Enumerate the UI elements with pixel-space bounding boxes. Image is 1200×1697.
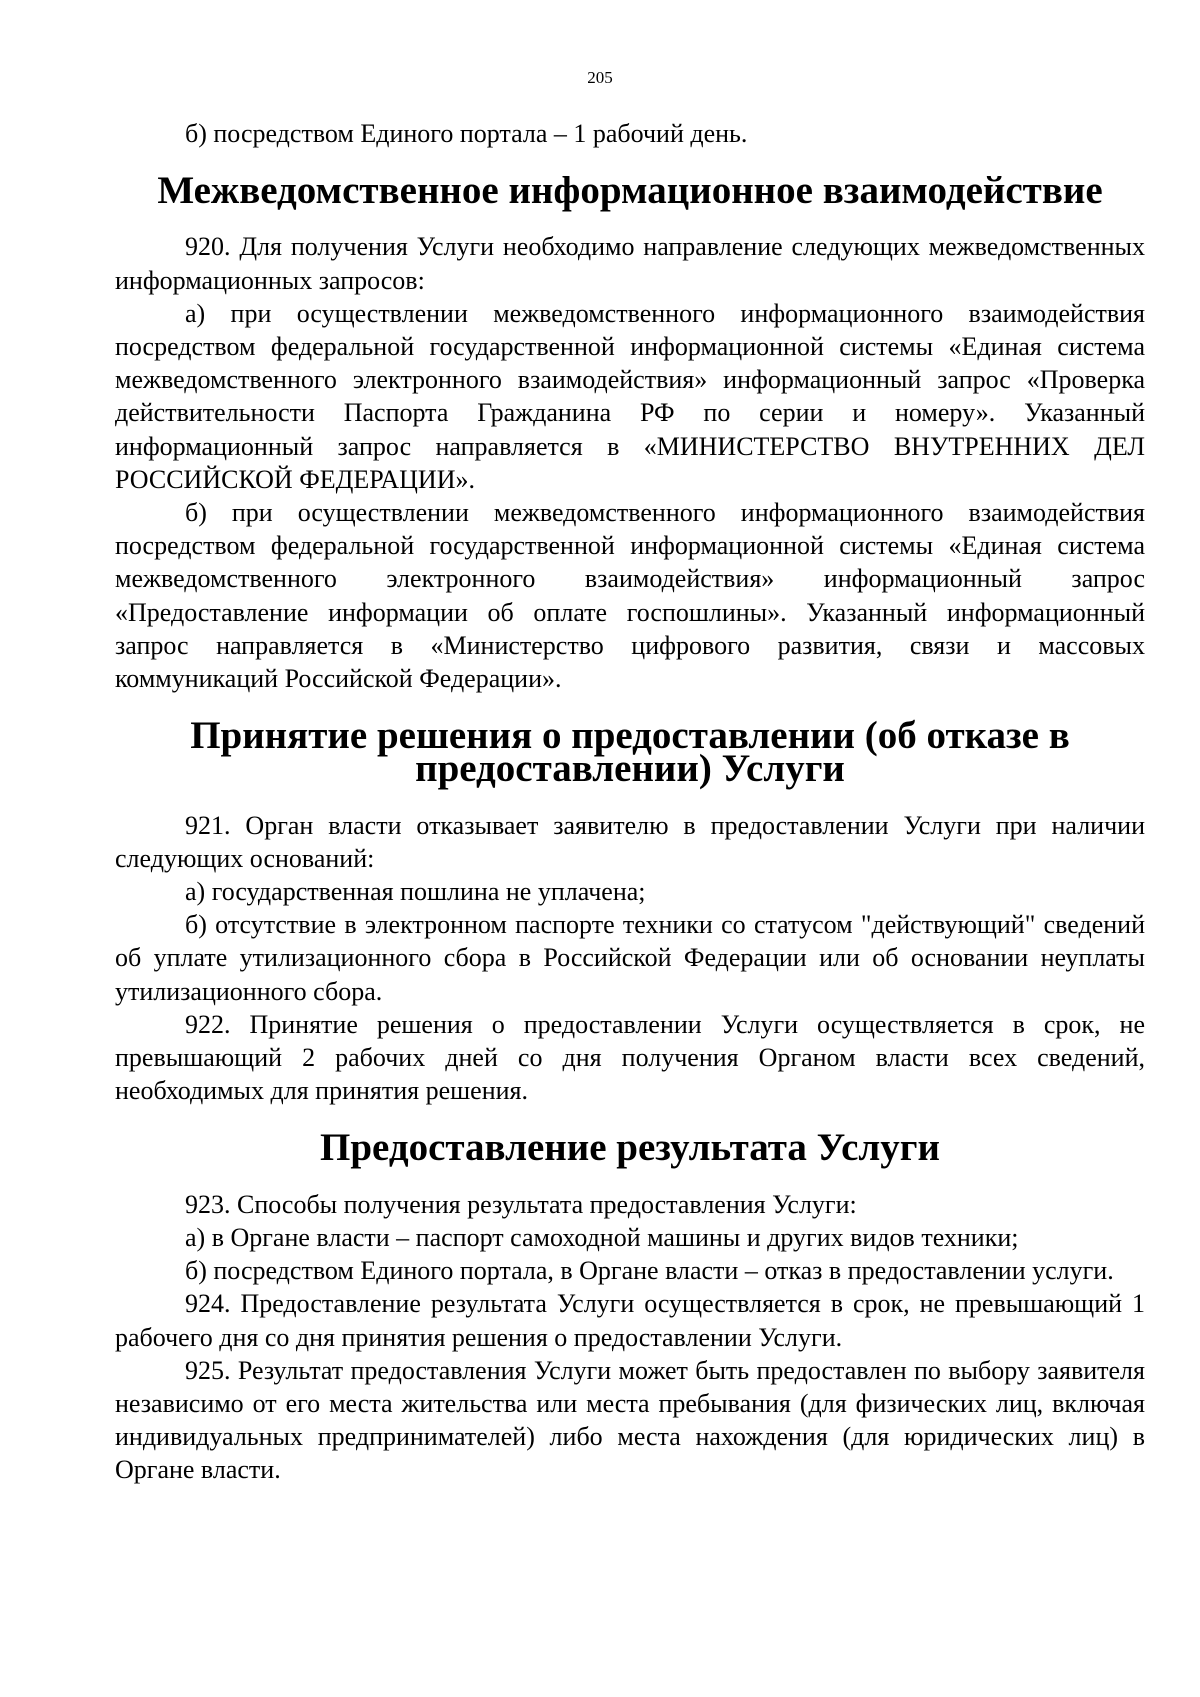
paragraph-920-b: б) при осуществлении межведомственного информационного взаимодействия посредством федеральной государственной информационной системы «Единая система межведомственного электронного взаимодействия» информационный запрос «Предоставление информации об оплате госпошлины». Указанный информационный запрос направляется в «Министерство цифрового развития, связи и массовых коммуникаций Российской Федерации». — [115, 498, 1145, 694]
paragraph-921-b: б) отсутствие в электронном паспорте техники со статусом "действующий" сведений об уплате утилизационного сбора в Российской Федерации или об основании неуплаты утилизационного сбора. — [115, 910, 1145, 1006]
paragraph-924: 924. Предоставление результата Услуги осуществляется в срок, не превышающий 1 рабочего дня со дня принятия решения о предоставлении Услуги. — [115, 1289, 1145, 1352]
paragraph-921-a: а) государственная пошлина не уплачена; — [185, 877, 646, 907]
paragraph-922: 922. Принятие решения о предоставлении Услуги осуществляется в срок, не превышающий 2 рабочих дней со дня получения Органом власти всех сведений, необходимых для принятия решения. — [115, 1009, 1145, 1106]
paragraph-923-a: а) в Органе власти – паспорт самоходной машины и других видов техники; — [185, 1222, 1019, 1252]
page-number: 205 — [587, 68, 613, 87]
paragraph-921: 921. Орган власти отказывает заявителю в предоставлении Услуги при наличии следующих оснований: — [115, 810, 1145, 873]
paragraph-portal-term: б) посредством Единого портала – 1 рабочий день. — [185, 119, 748, 148]
section-heading-decision: Принятие решения о предоставлении (об отказе в предоставлении) Услуги — [190, 714, 1070, 791]
paragraph-920: 920. Для получения Услуги необходимо направление следующих межведомственных информационных запросов: — [115, 232, 1145, 295]
section-heading-result: Предоставление результата Услуги — [320, 1126, 940, 1170]
paragraph-920-a: а) при осуществлении межведомственного информационного взаимодействия посредством федеральной государственной информационной системы «Единая система межведомственного электронного взаимодействия» информационный запрос «Проверка действительности Паспорта Гражданина РФ по серии и номеру». Указанный информационный запрос направляется в «МИНИСТЕРСТВО ВНУТРЕННИХ ДЕЛ РОССИЙСКОЙ ФЕДЕРАЦИИ». — [115, 298, 1145, 494]
paragraph-925: 925. Результат предоставления Услуги может быть предоставлен по выбору заявителя независимо от его места жительства или места пребывания (для физических лиц, включая индивидуальных предпринимателей) либо места нахождения (для юридических лиц) в Органе власти. — [115, 1355, 1145, 1485]
document-body — [115, 117, 1145, 1487]
section-heading-interagency: Межведомственное информационное взаимодействие — [157, 169, 1103, 213]
paragraph-923: 923. Способы получения результата предоставления Услуги: — [185, 1189, 857, 1219]
paragraph-923-b: б) посредством Единого портала, в Органе власти – отказ в предоставлении услуги. — [185, 1256, 1114, 1286]
